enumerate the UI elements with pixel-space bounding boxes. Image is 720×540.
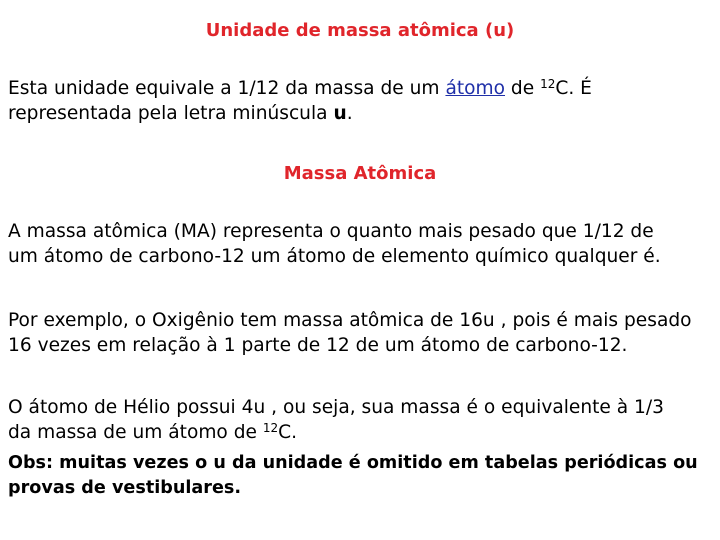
text-segment: da massa de um átomo de — [8, 422, 263, 443]
paragraph-line: A massa atômica (MA) representa o quanto mais pesado que 1/12 de — [8, 221, 654, 242]
paragraph-line: Obs: muitas vezes o u da unidade é omitido em tabelas periódicas ou — [8, 453, 698, 473]
bold-letter-u: u — [333, 103, 347, 124]
paragraph-line: provas de vestibulares. — [8, 478, 242, 498]
paragraph-line — [8, 420, 716, 445]
paragraph-note — [8, 451, 716, 501]
superscript-12: 12 — [262, 421, 279, 435]
paragraph-line: O átomo de Hélio possui 4u , ou seja, sua massa é o equivalente à 1/3 — [8, 397, 664, 418]
text-segment: C. É — [555, 78, 592, 99]
paragraph-line — [8, 76, 716, 101]
paragraph-oxygen-example — [8, 308, 716, 358]
text-segment: C. — [278, 422, 298, 443]
title-atomic-mass: Massa Atômica — [283, 163, 437, 184]
text-segment: Esta unidade equivale a 1/12 da massa de um — [8, 78, 446, 99]
title-unit-of-atomic-mass: Unidade de massa atômica (u) — [205, 20, 515, 41]
text-segment: representada pela letra minúscula — [8, 103, 334, 124]
paragraph-helium-example — [8, 395, 716, 445]
text-segment: de — [505, 78, 541, 99]
paragraph-atomic-mass-definition — [8, 219, 716, 269]
paragraph-line: um átomo de carbono-12 um átomo de elemento químico qualquer é. — [8, 246, 661, 267]
paragraph-line: Por exemplo, o Oxigênio tem massa atômica de 16u , pois é mais pesado — [8, 310, 692, 331]
paragraph-unit-definition — [8, 76, 716, 126]
paragraph-line: 16 vezes em relação à 1 parte de 12 de um átomo de carbono-12. — [8, 335, 628, 356]
superscript-12: 12 — [540, 77, 556, 91]
text-segment: . — [346, 103, 353, 124]
paragraph-line — [8, 101, 716, 126]
atom-link[interactable]: átomo — [445, 78, 506, 99]
